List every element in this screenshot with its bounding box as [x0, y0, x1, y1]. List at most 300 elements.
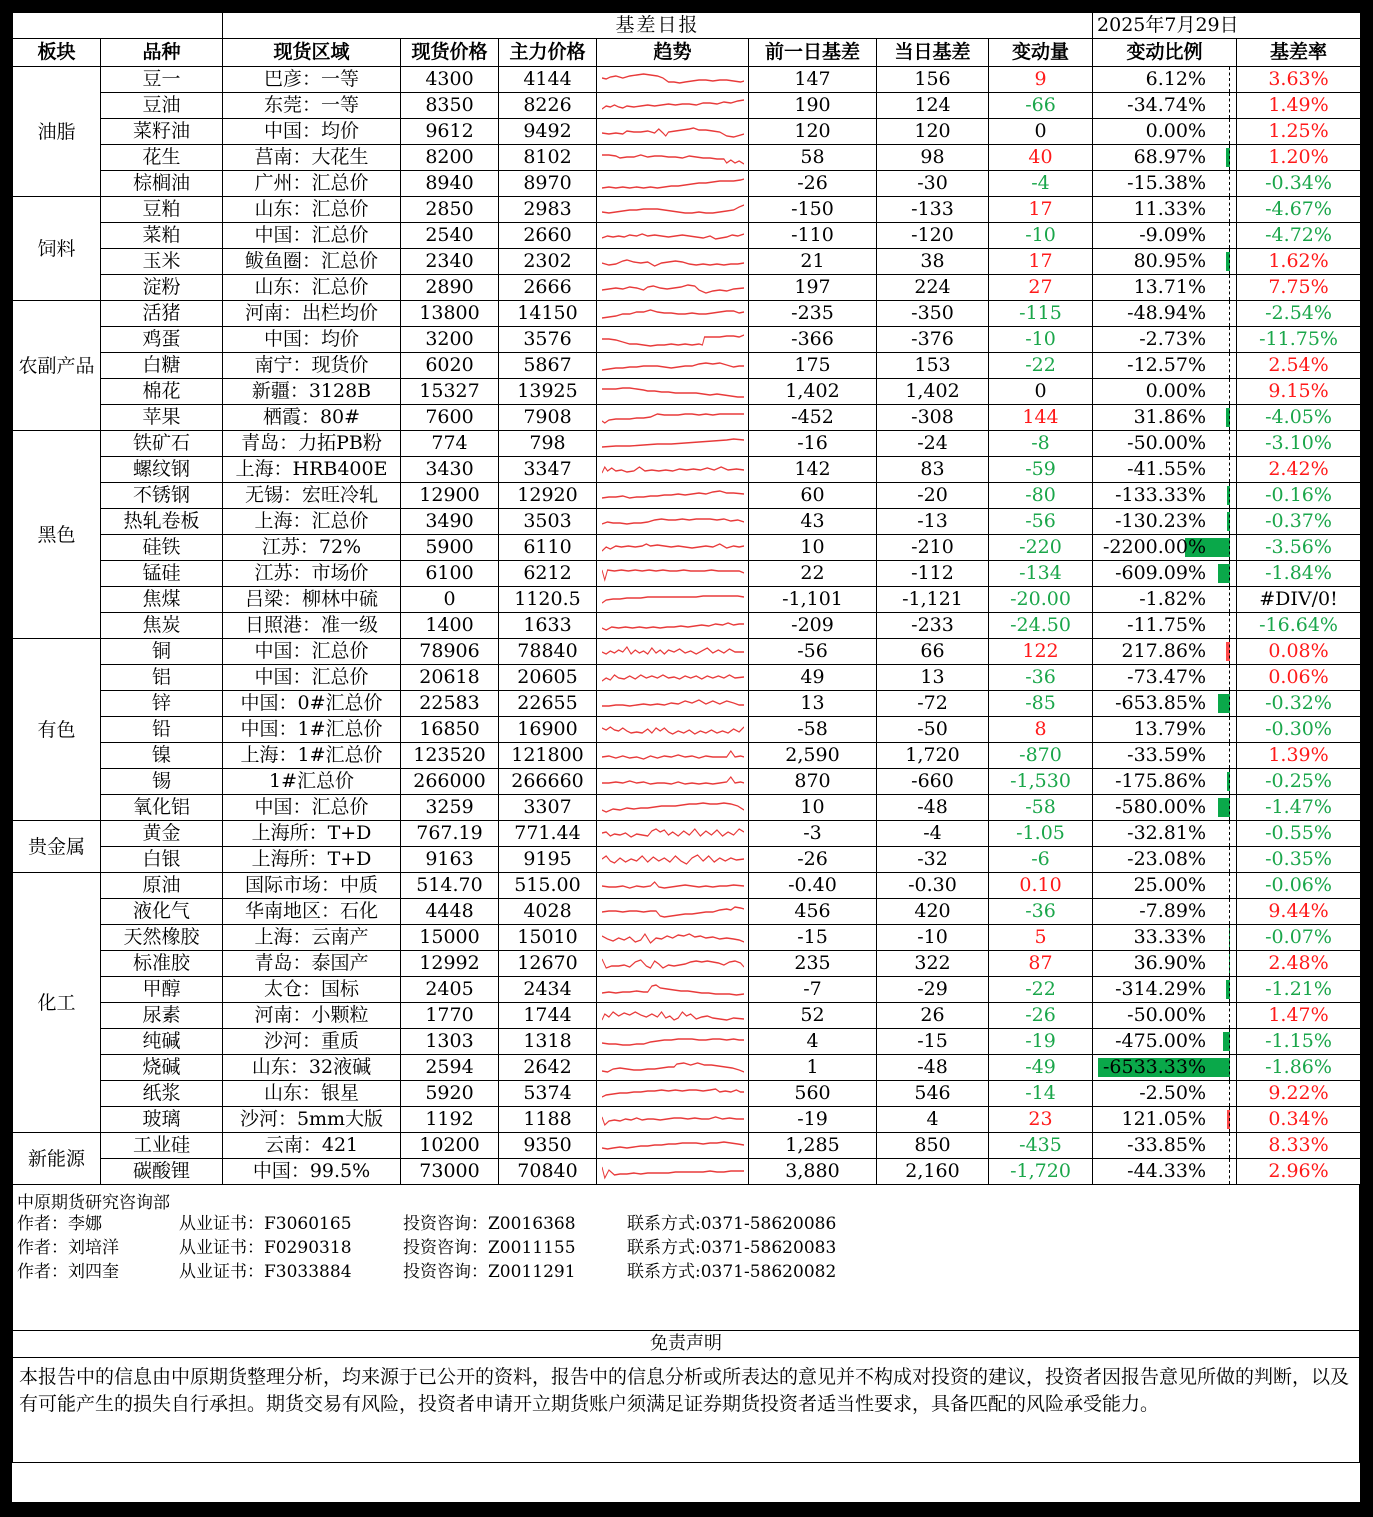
sector-cell: 饲料	[13, 197, 101, 301]
change-ratio-value: -50.00%	[1127, 1004, 1207, 1026]
change-cell: -85	[989, 691, 1093, 717]
change-ratio-value: -33.59%	[1127, 744, 1207, 766]
change-ratio-value: 25.00%	[1133, 874, 1207, 896]
change-ratio-value: -11.75%	[1127, 614, 1207, 636]
trend-sparkline	[597, 301, 749, 327]
region-cell: 河南：小颗粒	[223, 1003, 401, 1029]
variety-cell: 鸡蛋	[101, 327, 223, 353]
main-price-cell: 798	[499, 431, 597, 457]
trend-sparkline	[597, 431, 749, 457]
main-price-cell: 2660	[499, 223, 597, 249]
change-ratio-value: -34.74%	[1127, 94, 1207, 116]
change-ratio-cell	[1093, 561, 1237, 587]
author-name: 作者：刘四奎	[17, 1262, 119, 1282]
trend-sparkline	[597, 1159, 749, 1185]
change-cell: -870	[989, 743, 1093, 769]
data-bar-axis	[1229, 353, 1230, 378]
table-row	[13, 743, 1361, 769]
prev-basis-cell: -209	[749, 613, 877, 639]
trend-sparkline	[597, 639, 749, 665]
main-price-cell: 771.44	[499, 821, 597, 847]
change-ratio-value: 80.95%	[1133, 250, 1207, 272]
data-bar-axis	[1229, 561, 1230, 586]
variety-cell: 铜	[101, 639, 223, 665]
main-price-cell: 8970	[499, 171, 597, 197]
title-row	[13, 13, 1361, 39]
trend-sparkline	[597, 925, 749, 951]
variety-cell: 烧碱	[101, 1055, 223, 1081]
main-price-cell: 2434	[499, 977, 597, 1003]
prev-basis-cell: -16	[749, 431, 877, 457]
prev-basis-cell: 456	[749, 899, 877, 925]
table-row	[13, 691, 1361, 717]
col-change-ratio: 变动比例	[1093, 39, 1237, 67]
change-ratio-cell	[1093, 171, 1237, 197]
region-cell: 巴彦：一等	[223, 67, 401, 93]
variety-cell: 铝	[101, 665, 223, 691]
prev-basis-cell: -366	[749, 327, 877, 353]
spot-price-cell: 1400	[401, 613, 499, 639]
trend-sparkline	[597, 353, 749, 379]
change-ratio-value: -130.23%	[1115, 510, 1207, 532]
trend-sparkline	[597, 171, 749, 197]
main-price-cell: 1633	[499, 613, 597, 639]
basis-rate-cell: 0.08%	[1237, 639, 1361, 665]
table-row	[13, 977, 1361, 1003]
spot-price-cell: 2890	[401, 275, 499, 301]
table-row	[13, 457, 1361, 483]
table-row	[13, 795, 1361, 821]
basis-rate-cell: -1.47%	[1237, 795, 1361, 821]
curr-basis-cell: -376	[877, 327, 989, 353]
prev-basis-cell: -26	[749, 847, 877, 873]
change-ratio-value: -73.47%	[1127, 666, 1207, 688]
prev-basis-cell: 142	[749, 457, 877, 483]
report-footer	[12, 1185, 1360, 1463]
change-ratio-value: 0.00%	[1145, 120, 1207, 142]
spot-price-cell: 0	[401, 587, 499, 613]
prev-basis-cell: -58	[749, 717, 877, 743]
main-price-cell: 8102	[499, 145, 597, 171]
author-name: 作者：李娜	[17, 1214, 102, 1234]
change-cell: -22	[989, 353, 1093, 379]
basis-rate-cell: 7.75%	[1237, 275, 1361, 301]
main-price-cell: 6110	[499, 535, 597, 561]
variety-cell: 豆一	[101, 67, 223, 93]
trend-sparkline	[597, 509, 749, 535]
change-cell: -134	[989, 561, 1093, 587]
main-price-cell: 12670	[499, 951, 597, 977]
change-ratio-cell	[1093, 405, 1237, 431]
change-ratio-value: -23.08%	[1127, 848, 1207, 870]
trend-sparkline	[597, 821, 749, 847]
footer-spacer	[13, 1284, 1359, 1331]
main-price-cell: 6212	[499, 561, 597, 587]
trend-sparkline	[597, 327, 749, 353]
curr-basis-cell: -0.30	[877, 873, 989, 899]
disclaimer-title: 免责声明	[13, 1331, 1359, 1358]
basis-rate-cell: -0.32%	[1237, 691, 1361, 717]
spot-price-cell: 767.19	[401, 821, 499, 847]
curr-basis-cell: -350	[877, 301, 989, 327]
basis-rate-cell: -1.84%	[1237, 561, 1361, 587]
author-row	[13, 1236, 1359, 1260]
basis-rate-cell: -0.35%	[1237, 847, 1361, 873]
basis-rate-cell: -1.15%	[1237, 1029, 1361, 1055]
author-contact: 联系方式:0371-58620086	[627, 1214, 837, 1234]
change-ratio-cell	[1093, 1107, 1237, 1133]
curr-basis-cell: 1,720	[877, 743, 989, 769]
basis-rate-cell: -0.34%	[1237, 171, 1361, 197]
change-ratio-value: -15.38%	[1127, 172, 1207, 194]
change-cell: -115	[989, 301, 1093, 327]
basis-rate-cell: -4.67%	[1237, 197, 1361, 223]
region-cell: 山东：汇总价	[223, 197, 401, 223]
report-date: 2025年7月29日	[1093, 13, 1361, 39]
variety-cell: 玉米	[101, 249, 223, 275]
trend-sparkline	[597, 275, 749, 301]
spot-price-cell: 5920	[401, 1081, 499, 1107]
main-price-cell: 70840	[499, 1159, 597, 1185]
variety-cell: 豆粕	[101, 197, 223, 223]
prev-basis-cell: 52	[749, 1003, 877, 1029]
prev-basis-cell: 1,402	[749, 379, 877, 405]
curr-basis-cell: -48	[877, 1055, 989, 1081]
spot-price-cell: 3430	[401, 457, 499, 483]
change-ratio-cell	[1093, 275, 1237, 301]
data-bar-axis	[1229, 275, 1230, 300]
col-change: 变动量	[989, 39, 1093, 67]
change-ratio-cell	[1093, 769, 1237, 795]
change-ratio-value: -50.00%	[1127, 432, 1207, 454]
main-price-cell: 20605	[499, 665, 597, 691]
table-row	[13, 93, 1361, 119]
variety-cell: 白糖	[101, 353, 223, 379]
basis-rate-cell: -1.21%	[1237, 977, 1361, 1003]
sector-cell: 贵金属	[13, 821, 101, 873]
change-ratio-value: -609.09%	[1115, 562, 1207, 584]
change-ratio-value: -2200.00%	[1102, 536, 1207, 558]
change-cell: -19	[989, 1029, 1093, 1055]
prev-basis-cell: 2,590	[749, 743, 877, 769]
table-row	[13, 873, 1361, 899]
change-ratio-value: 68.97%	[1133, 146, 1207, 168]
table-row	[13, 171, 1361, 197]
trend-sparkline	[597, 1133, 749, 1159]
spot-price-cell: 1770	[401, 1003, 499, 1029]
basis-rate-cell: -0.06%	[1237, 873, 1361, 899]
col-variety: 品种	[101, 39, 223, 67]
change-ratio-value: -2.50%	[1139, 1082, 1207, 1104]
change-ratio-cell	[1093, 717, 1237, 743]
variety-cell: 原油	[101, 873, 223, 899]
change-cell: 87	[989, 951, 1093, 977]
region-cell: 中国：99.5%	[223, 1159, 401, 1185]
curr-basis-cell: 38	[877, 249, 989, 275]
basis-rate-cell: 1.20%	[1237, 145, 1361, 171]
trend-sparkline	[597, 977, 749, 1003]
change-cell: 27	[989, 275, 1093, 301]
spot-price-cell: 123520	[401, 743, 499, 769]
region-cell: 云南：421	[223, 1133, 401, 1159]
prev-basis-cell: -452	[749, 405, 877, 431]
change-cell: -1.05	[989, 821, 1093, 847]
main-price-cell: 1318	[499, 1029, 597, 1055]
col-main-price: 主力价格	[499, 39, 597, 67]
prev-basis-cell: 235	[749, 951, 877, 977]
change-cell: -24.50	[989, 613, 1093, 639]
change-ratio-value: -314.29%	[1115, 978, 1207, 1000]
basis-table	[12, 12, 1361, 1185]
data-bar-axis	[1229, 1107, 1230, 1132]
main-price-cell: 515.00	[499, 873, 597, 899]
spot-price-cell: 16850	[401, 717, 499, 743]
table-row	[13, 249, 1361, 275]
table-row	[13, 483, 1361, 509]
main-price-cell: 266660	[499, 769, 597, 795]
table-row	[13, 639, 1361, 665]
basis-rate-cell: -11.75%	[1237, 327, 1361, 353]
trend-sparkline	[597, 717, 749, 743]
change-ratio-value: 13.79%	[1133, 718, 1207, 740]
table-row	[13, 1133, 1361, 1159]
region-cell: 上海：1#汇总价	[223, 743, 401, 769]
spot-price-cell: 4300	[401, 67, 499, 93]
region-cell: 中国：1#汇总价	[223, 717, 401, 743]
change-ratio-cell	[1093, 613, 1237, 639]
curr-basis-cell: -48	[877, 795, 989, 821]
basis-rate-cell: -1.86%	[1237, 1055, 1361, 1081]
main-price-cell: 2983	[499, 197, 597, 223]
change-cell: -80	[989, 483, 1093, 509]
trend-sparkline	[597, 1107, 749, 1133]
change-cell: -6	[989, 847, 1093, 873]
prev-basis-cell: 4	[749, 1029, 877, 1055]
main-price-cell: 9350	[499, 1133, 597, 1159]
author-consult: 投资咨询：Z0011155	[403, 1238, 576, 1258]
spot-price-cell: 8940	[401, 171, 499, 197]
table-row	[13, 353, 1361, 379]
spot-price-cell: 3200	[401, 327, 499, 353]
region-cell: 上海所：T+D	[223, 847, 401, 873]
change-cell: -4	[989, 171, 1093, 197]
change-cell: 40	[989, 145, 1093, 171]
change-ratio-value: -48.94%	[1127, 302, 1207, 324]
column-header-row	[13, 39, 1361, 67]
data-bar-axis	[1229, 769, 1230, 794]
prev-basis-cell: 60	[749, 483, 877, 509]
change-ratio-cell	[1093, 821, 1237, 847]
data-bar-axis	[1229, 795, 1230, 820]
region-cell: 1#汇总价	[223, 769, 401, 795]
spot-price-cell: 7600	[401, 405, 499, 431]
region-cell: 东莞：一等	[223, 93, 401, 119]
data-bar-axis	[1229, 509, 1230, 534]
trend-sparkline	[597, 379, 749, 405]
table-row	[13, 67, 1361, 93]
region-cell: 无锡：宏旺冷轧	[223, 483, 401, 509]
table-row	[13, 717, 1361, 743]
variety-cell: 纸浆	[101, 1081, 223, 1107]
table-row	[13, 951, 1361, 977]
table-row	[13, 197, 1361, 223]
sector-cell: 黑色	[13, 431, 101, 639]
author-row	[13, 1260, 1359, 1284]
change-ratio-cell	[1093, 145, 1237, 171]
change-ratio-cell	[1093, 639, 1237, 665]
curr-basis-cell: -133	[877, 197, 989, 223]
curr-basis-cell: -20	[877, 483, 989, 509]
author-contact: 联系方式:0371-58620083	[627, 1238, 837, 1258]
spot-price-cell: 2340	[401, 249, 499, 275]
trend-sparkline	[597, 1029, 749, 1055]
prev-basis-cell: -110	[749, 223, 877, 249]
variety-cell: 工业硅	[101, 1133, 223, 1159]
author-cert: 从业证书：F0290318	[179, 1238, 352, 1258]
change-ratio-value: 36.90%	[1133, 952, 1207, 974]
basis-rate-cell: -0.55%	[1237, 821, 1361, 847]
change-ratio-value: -12.57%	[1127, 354, 1207, 376]
region-cell: 南宁：现货价	[223, 353, 401, 379]
prev-basis-cell: 147	[749, 67, 877, 93]
table-row	[13, 1003, 1361, 1029]
basis-rate-cell: 3.63%	[1237, 67, 1361, 93]
curr-basis-cell: 546	[877, 1081, 989, 1107]
change-ratio-value: -7.89%	[1139, 900, 1207, 922]
curr-basis-cell: -1,121	[877, 587, 989, 613]
spot-price-cell: 13800	[401, 301, 499, 327]
variety-cell: 棉花	[101, 379, 223, 405]
spot-price-cell: 2594	[401, 1055, 499, 1081]
trend-sparkline	[597, 795, 749, 821]
data-bar-axis	[1229, 1081, 1230, 1106]
region-cell: 上海：HRB400E	[223, 457, 401, 483]
curr-basis-cell: 850	[877, 1133, 989, 1159]
change-ratio-value: -653.85%	[1115, 692, 1207, 714]
change-ratio-value: -2.73%	[1139, 328, 1207, 350]
spot-price-cell: 514.70	[401, 873, 499, 899]
change-ratio-value: -33.85%	[1127, 1134, 1207, 1156]
region-cell: 日照港：准一级	[223, 613, 401, 639]
basis-rate-cell: -3.56%	[1237, 535, 1361, 561]
spot-price-cell: 12900	[401, 483, 499, 509]
basis-rate-cell: -0.37%	[1237, 509, 1361, 535]
change-cell: -56	[989, 509, 1093, 535]
trend-sparkline	[597, 119, 749, 145]
basis-rate-cell: 1.49%	[1237, 93, 1361, 119]
spot-price-cell: 3259	[401, 795, 499, 821]
col-prev-basis: 前一日基差	[749, 39, 877, 67]
change-cell: -49	[989, 1055, 1093, 1081]
trend-sparkline	[597, 951, 749, 977]
variety-cell: 活猪	[101, 301, 223, 327]
variety-cell: 铅	[101, 717, 223, 743]
spot-price-cell: 2405	[401, 977, 499, 1003]
variety-cell: 黄金	[101, 821, 223, 847]
change-ratio-value: 121.05%	[1121, 1108, 1207, 1130]
variety-cell: 白银	[101, 847, 223, 873]
change-cell: -8	[989, 431, 1093, 457]
change-ratio-cell	[1093, 1133, 1237, 1159]
curr-basis-cell: -308	[877, 405, 989, 431]
change-ratio-cell	[1093, 1159, 1237, 1185]
basis-rate-cell: 9.44%	[1237, 899, 1361, 925]
prev-basis-cell: -7	[749, 977, 877, 1003]
change-ratio-value: -9.09%	[1139, 224, 1207, 246]
region-cell: 中国：均价	[223, 119, 401, 145]
region-cell: 上海：云南产	[223, 925, 401, 951]
trend-sparkline	[597, 93, 749, 119]
change-ratio-cell	[1093, 249, 1237, 275]
main-price-cell: 12920	[499, 483, 597, 509]
department: 中原期货研究咨询部	[17, 1193, 170, 1213]
prev-basis-cell: 21	[749, 249, 877, 275]
basis-rate-cell: 9.22%	[1237, 1081, 1361, 1107]
trend-sparkline	[597, 67, 749, 93]
spot-price-cell: 22583	[401, 691, 499, 717]
data-bar-axis	[1229, 483, 1230, 508]
curr-basis-cell: -120	[877, 223, 989, 249]
prev-basis-cell: 1,285	[749, 1133, 877, 1159]
trend-sparkline	[597, 145, 749, 171]
table-row	[13, 301, 1361, 327]
change-cell: 0	[989, 379, 1093, 405]
curr-basis-cell: -13	[877, 509, 989, 535]
change-ratio-cell	[1093, 1055, 1237, 1081]
prev-basis-cell: 197	[749, 275, 877, 301]
region-cell: 山东：32液碱	[223, 1055, 401, 1081]
variety-cell: 菜粕	[101, 223, 223, 249]
prev-basis-cell: -15	[749, 925, 877, 951]
change-ratio-cell	[1093, 67, 1237, 93]
table-row	[13, 847, 1361, 873]
table-row	[13, 665, 1361, 691]
change-ratio-cell	[1093, 379, 1237, 405]
spot-price-cell: 9612	[401, 119, 499, 145]
prev-basis-cell: 10	[749, 795, 877, 821]
main-price-cell: 78840	[499, 639, 597, 665]
region-cell: 吕梁：柳林中硫	[223, 587, 401, 613]
basis-rate-cell: 8.33%	[1237, 1133, 1361, 1159]
spot-price-cell: 4448	[401, 899, 499, 925]
data-bar-axis	[1229, 197, 1230, 222]
curr-basis-cell: -10	[877, 925, 989, 951]
basis-rate-cell: 2.54%	[1237, 353, 1361, 379]
change-ratio-cell	[1093, 1081, 1237, 1107]
curr-basis-cell: -50	[877, 717, 989, 743]
region-cell: 河南：出栏均价	[223, 301, 401, 327]
curr-basis-cell: -29	[877, 977, 989, 1003]
data-bar-axis	[1229, 951, 1230, 976]
main-price-cell: 13925	[499, 379, 597, 405]
region-cell: 中国：0#汇总价	[223, 691, 401, 717]
variety-cell: 玻璃	[101, 1107, 223, 1133]
trend-sparkline	[597, 1055, 749, 1081]
table-row	[13, 405, 1361, 431]
main-price-cell: 16900	[499, 717, 597, 743]
author-consult: 投资咨询：Z0011291	[403, 1262, 576, 1282]
data-bar-axis	[1229, 405, 1230, 430]
curr-basis-cell: 156	[877, 67, 989, 93]
curr-basis-cell: -233	[877, 613, 989, 639]
change-ratio-value: 33.33%	[1133, 926, 1207, 948]
change-ratio-cell	[1093, 197, 1237, 223]
curr-basis-cell: -72	[877, 691, 989, 717]
data-bar-axis	[1229, 327, 1230, 352]
change-cell: -26	[989, 1003, 1093, 1029]
variety-cell: 甲醇	[101, 977, 223, 1003]
change-cell: 122	[989, 639, 1093, 665]
